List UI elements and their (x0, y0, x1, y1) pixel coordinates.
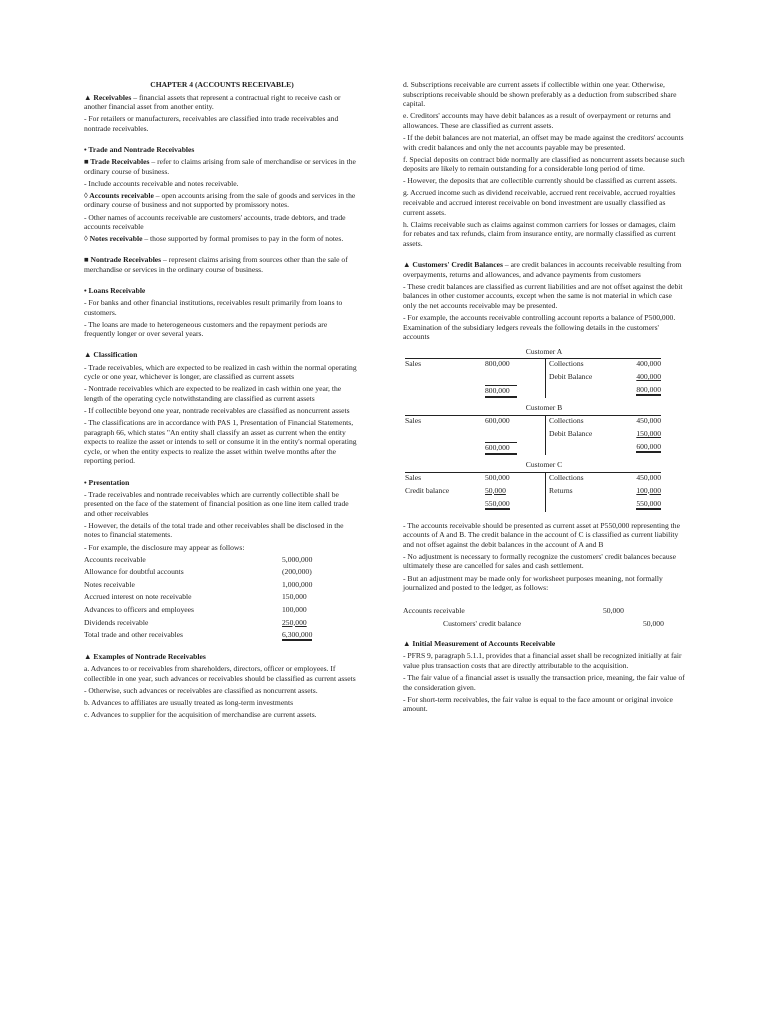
receivables-classification-note: - For retailers or manufacturers, receivables are classified into trade receivables and nontrade receivables. (84, 114, 339, 133)
classification-heading: ▲ Classification (84, 350, 138, 360)
classification-paragraph-1: - Trade receivables, which are expected to be realized in cash within the normal operating cycle or one year, whichever is longer, are classified as current assets (84, 362, 357, 382)
disclosure-amount: 150,000 (282, 592, 307, 602)
disclosure-amount: 5,000,000 (282, 554, 313, 564)
initial-measurement-heading: ▲ Initial Measurement of Accounts Receivable (403, 639, 556, 649)
ledger-credit-amount: 400,000 (636, 359, 661, 369)
example-a-note: - Otherwise, such advances or receivables are classified as noncurrent assets. (84, 685, 318, 695)
table-row (405, 486, 661, 499)
presentation-heading: • Presentation (84, 477, 130, 487)
after-ledger-paragraph-2: - No adjustment is necessary to formally recognize the customers' credit balances because ultimately these are cancelled for sales and cash settlement. (403, 551, 676, 571)
customer-b-ledger (405, 415, 661, 455)
ledger-debit-label: Credit balance (405, 485, 450, 495)
customers-credit-balances-heading: ▲ Customers' Credit Balances (403, 260, 503, 269)
ledger-debit-total: 800,000 (485, 385, 517, 398)
customer-a-ledger (405, 358, 661, 398)
trade-receivables-heading: ■ Trade Receivables (84, 157, 150, 167)
trade-nontrade-heading: • Trade and Nontrade Receivables (84, 144, 195, 154)
accounts-receivable-heading: ◊ Accounts receivable (84, 190, 154, 200)
customer-a-title: Customer A (525, 346, 563, 356)
table-row (403, 617, 671, 630)
ledger-debit-label: Sales (405, 359, 422, 369)
ledger-credit-label: Collections (546, 472, 624, 486)
disclosure-label: Total trade and other receivables (84, 630, 183, 640)
disclosure-label: Notes receivable (84, 579, 135, 589)
chapter-title: CHAPTER 4 (ACCOUNTS RECEIVABLE) (150, 80, 294, 89)
initial-measurement-paragraph-1: - PFRS 9, paragraph 5.1.1, provides that a financial asset shall be recognized initially at fair value plus transaction costs that are directly attributable to the acquisition. (403, 651, 682, 670)
ledger-credit-amount: 100,000 (636, 485, 661, 495)
table-row (84, 592, 342, 605)
table-row (84, 618, 342, 631)
ledger-credit-amount: 450,000 (636, 415, 661, 425)
loans-paragraph-2: - The loans are made to heterogeneous customers and the repayment periods are frequently longer or over several years. (84, 319, 328, 339)
notes-receivable-definition (84, 234, 360, 244)
disclosure-label: Accrued interest on note receivable (84, 592, 192, 602)
examples-heading: ▲ Examples of Nontrade Receivables (84, 651, 206, 661)
adjustment-credit-label: Customers' credit balance (443, 618, 522, 628)
classification-paragraph-4: - The classifications are in accordance with PAS 1, Presentation of Financial Statements, paragraph 66, which states "An entity shall classify an asset as current when the entity expects to realize the asset or intends to sell or consume it in the entity's normal operating cycle, or when the entity expects to realize the asset within twelve months after the reporting period. (84, 418, 357, 466)
disclosure-label: Accounts receivable (84, 554, 146, 564)
presentation-paragraph-1: - Trade receivables and nontrade receivables which are currently collectible shall be presented on the face of the statement of financial position as one line item called trade and other receivables (84, 489, 349, 518)
initial-measurement-paragraph-3: - For short-term receivables, the fair value is equal to the face amount or original invoice amount. (403, 694, 673, 714)
ledger-debit-amount (479, 372, 546, 385)
table-row (403, 604, 671, 617)
nontrade-receivables-text: – represent claims arising from sources other than the sale of merchandise or services in the ordinary course of business. (84, 255, 348, 274)
example-f: f. Special deposits on contract bide normally are classified as noncurrent assets because such deposits are likely to remain outstanding for a considerable long period of time. (403, 154, 685, 174)
example-f-note: - However, the deposits that are collectible currently should be classified as current assets. (403, 176, 678, 186)
ledger-credit-label: Debit Balance (546, 372, 624, 385)
example-e: e. Creditors' accounts may have debit balances as a result of overpayment or returns and allowances. These are classified as current assets. (403, 111, 671, 130)
ledger-debit-label: Sales (405, 472, 422, 482)
trade-include-note: - Include accounts receivable and notes receivable. (84, 178, 239, 188)
example-a: a. Advances to or receivables from shareholders, directors, officer or employees. If collectible in one year, such advances or receivables should be classified as current assets (84, 663, 356, 683)
table-row (84, 567, 342, 580)
example-c: c. Advances to supplier for the acquisition of merchandise are current assets. (84, 709, 317, 719)
disclosure-total: 6,300,000 (282, 630, 313, 640)
customers-credit-balances-definition (403, 260, 685, 279)
table-row (405, 372, 661, 385)
customer-c-title: Customer C (525, 459, 563, 469)
nontrade-receivables-definition (84, 255, 360, 274)
disclosure-label: Dividends receivable (84, 617, 149, 627)
ledger-credit-total: 550,000 (636, 498, 661, 508)
ledger-debit-amount: 50,000 (485, 485, 506, 495)
after-ledger-paragraph-3: - But an adjustment may be made only for worksheet purposes meaning, not formally journalized and posted to the ledger, as follows: (403, 573, 663, 593)
adjustment-debit-amount: 50,000 (603, 605, 624, 615)
loans-receivable-heading: • Loans Receivable (84, 286, 146, 295)
receivables-definition (84, 93, 360, 112)
ledger-debit-total: 550,000 (485, 498, 510, 508)
loans-paragraph-1: - For banks and other financial institutions, receivables result primarily from loans to customers. (84, 298, 343, 317)
table-row (405, 472, 661, 486)
ledger-debit-label (405, 385, 479, 398)
ledger-debit-amount: 600,000 (485, 415, 510, 425)
disclosure-amount: 100,000 (282, 605, 307, 615)
example-g: g. Accrued income such as dividend receivable, accrued rent receivable, accrued royalties receivable and accrued interest receivable on bond investment are usually classified as current assets. (403, 188, 676, 217)
disclosure-amount: (200,000) (282, 567, 312, 577)
initial-measurement-paragraph-2: - The fair value of a financial asset is usually the transaction price, meaning, the fair value of the consideration given. (403, 672, 685, 692)
receivables-text: – financial assets that represent a contractual right to receive cash or another financial asset from another entity. (84, 92, 341, 112)
adjustment-credit-amount: 50,000 (643, 618, 664, 628)
table-row (84, 580, 342, 593)
ledger-debit-amount (479, 429, 546, 442)
ledger-credit-amount: 150,000 (636, 428, 661, 438)
ledger-credit-total: 600,000 (636, 441, 661, 451)
adjustment-debit-label: Accounts receivable (403, 605, 465, 615)
adjustment-entry (403, 604, 671, 630)
ledger-credit-label: Returns (546, 486, 624, 499)
ledger-debit-label (405, 429, 479, 442)
presentation-paragraph-3: - For example, the disclosure may appear as follows: (84, 542, 245, 552)
ledger-debit-label: Sales (405, 415, 422, 425)
after-ledger-paragraph-1: - The accounts receivable should be presented as current asset at P550,000 representing the accounts of A and B. The credit balance in the account of C is classified as current liability and not offset against the debit balances in the account of A and B (403, 520, 680, 549)
disclosure-label: Advances to officers and employees (84, 605, 194, 615)
ledger-credit-label (546, 385, 624, 398)
receivables-heading: ▲ Receivables (84, 92, 132, 102)
right-column (403, 80, 685, 716)
ledger-credit-amount: 400,000 (636, 372, 661, 382)
ledger-credit-label: Debit Balance (546, 429, 624, 442)
example-h: h. Claims receivable such as claims against common carriers for losses or damages, claim for rebates and tax refunds, claim from insurance entity, are normally classified as current assets. (403, 219, 676, 248)
table-row (84, 630, 342, 643)
ledger-debit-amount: 500,000 (485, 472, 510, 482)
table-row (405, 415, 661, 429)
accounts-receivable-other-names: - Other names of accounts receivable are customers' accounts, trade debtors, and trade accounts receivable (84, 212, 346, 232)
ledger-debit-label (405, 442, 479, 455)
ledger-credit-label: Collections (546, 415, 624, 429)
left-column (84, 80, 360, 722)
ledger-debit-label (405, 372, 479, 385)
disclosure-amount: 1,000,000 (282, 579, 313, 589)
credit-balances-paragraph-2: - These credit balances are classified as current liabilities and are not offset against the debit balances in other customer accounts, except when the same is not material in which case only the net accounts receivable may be presented. (403, 281, 683, 310)
table-row (84, 555, 342, 568)
ledger-credit-label (546, 442, 624, 455)
trade-receivables-text: – refer to claims arising from sale of merchandise or services in the ordinary course of business. (84, 157, 356, 176)
classification-paragraph-3: - If collectible beyond one year, nontrade receivables are classified as noncurrent assets (84, 405, 350, 415)
disclosure-label: Allowance for doubtful accounts (84, 567, 184, 577)
ledger-credit-total: 800,000 (636, 385, 661, 395)
customer-b-title: Customer B (525, 403, 563, 413)
disclosure-amount: 250,000 (282, 617, 307, 627)
example-e-note: - If the debit balances are not material, an offset may be made against the creditors' accounts with credit balances and only the net accounts payable may be presented. (403, 132, 684, 152)
example-b: b. Advances to affiliates are usually treated as long-term investments (84, 697, 294, 707)
example-d: d. Subscriptions receivable are current assets if collectible within one year. Otherwise, subscriptions receivable should be shown preferably as a deduction from subscribed share capital. (403, 80, 677, 109)
credit-balances-paragraph-3: - For example, the accounts receivable controlling account reports a balance of P500,000. Examination of the subsidiary ledgers reveals the following details in the customers' accounts (403, 312, 676, 342)
trade-receivables-definition (84, 157, 360, 176)
customer-c-ledger (405, 472, 661, 512)
ledger-credit-label: Collections (546, 359, 624, 373)
ledger-debit-label (405, 499, 479, 512)
notes-receivable-heading: ◊ Notes receivable (84, 234, 143, 244)
table-row (405, 385, 661, 398)
notes-receivable-text: – those supported by formal promises to pay in the form of notes. (142, 234, 344, 244)
customers-credit-balances-text: – are credit balances in accounts receivable resulting from overpayments, returns and allowances, and advance payments from customers (403, 260, 682, 279)
nontrade-receivables-heading: ■ Nontrade Receivables (84, 255, 162, 265)
classification-paragraph-2: - Nontrade receivables which are expected to be realized in cash within one year, the length of the operating cycle notwithstanding are classified as current assets (84, 384, 342, 403)
ledger-credit-label (546, 499, 624, 512)
accounts-receivable-definition (84, 191, 360, 210)
table-row (405, 359, 661, 373)
disclosure-table (84, 555, 342, 643)
ledger-debit-amount: 800,000 (485, 359, 510, 369)
ledger-credit-amount: 450,000 (636, 472, 661, 482)
presentation-paragraph-2: - However, the details of the total trade and other receivables shall be disclosed in the notes to financial statements. (84, 520, 344, 540)
ledger-debit-total: 600,000 (485, 442, 517, 455)
table-row (405, 499, 661, 512)
accounts-receivable-text: – open accounts arising from the sale of goods and services in the ordinary course of business and not supported by promissory notes. (84, 190, 356, 210)
table-row (84, 605, 342, 618)
table-row (405, 429, 661, 442)
table-row (405, 442, 661, 455)
